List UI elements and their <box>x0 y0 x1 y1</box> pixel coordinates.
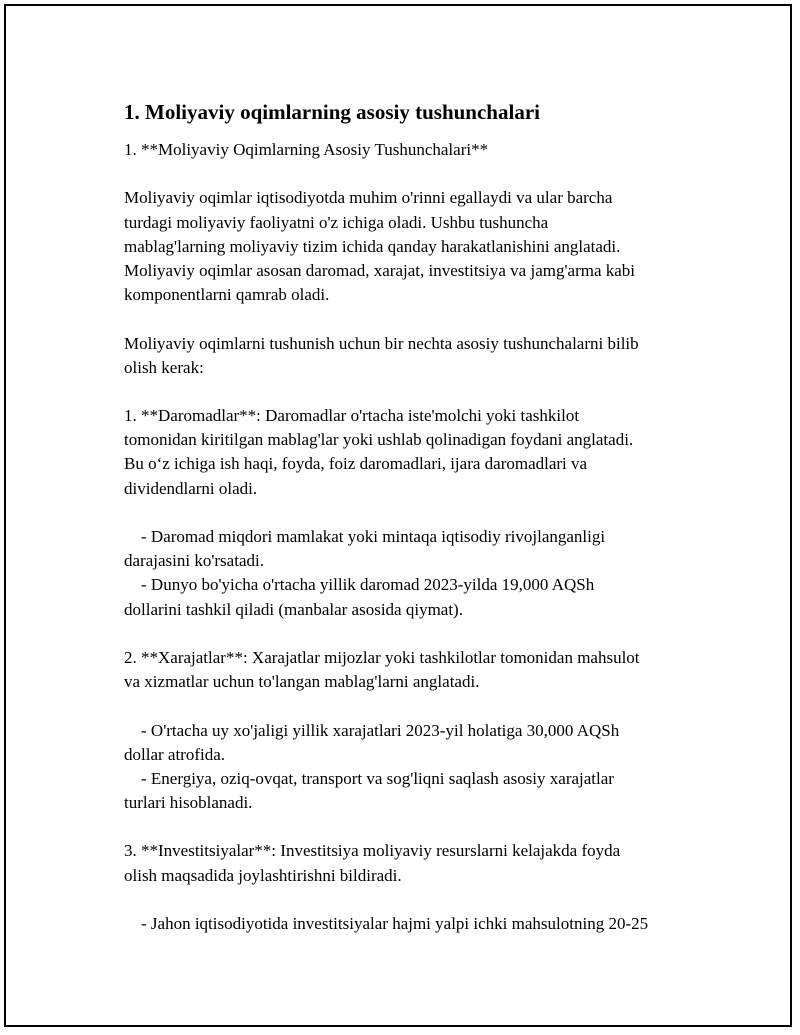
text-line: - Daromad miqdori mamlakat yoki mintaqa iqtisodiy rivojlanganligi <box>124 527 606 546</box>
text-line: dividendlarni oladi. <box>124 478 258 498</box>
text-line: Bu o‘z ichiga ish haqi, foyda, foiz daromadlari, ijara daromadlari va <box>124 454 588 474</box>
text-line: darajasini ko'rsatadi. <box>124 551 264 571</box>
text-line: Moliyaviy oqimlar asosan daromad, xarajat, investitsiya va jamg'arma kabi <box>124 260 636 280</box>
body-text <box>124 138 704 936</box>
text-line <box>124 380 704 404</box>
text-line: komponentlarni qamrab oladi. <box>124 285 330 305</box>
section-heading: 1. Moliyaviy oqimlarning asosiy tushunchalari <box>124 100 540 124</box>
text-line: dollarini tashkil qiladi (manbalar asosida qiymat). <box>124 599 463 619</box>
text-line: olish maqsadida joylashtirishni bildiradi. <box>124 865 402 885</box>
text-line: Moliyaviy oqimlarni tushunish uchun bir nechta asosiy tushunchalarni bilib <box>124 333 639 353</box>
text-line: 2. **Xarajatlar**: Xarajatlar mijozlar yoki tashkilotlar tomonidan mahsulot <box>124 647 640 667</box>
text-line: turlari hisoblanadi. <box>124 793 253 813</box>
text-line <box>124 888 704 912</box>
text-line: va xizmatlar uchun to'langan mablag'larni anglatadi. <box>124 672 480 692</box>
text-line: mablag'larning moliyaviy tizim ichida qanday harakatlanishini anglatadi. <box>124 236 621 256</box>
text-line: - Jahon iqtisodiyotida investitsiyalar hajmi yalpi ichki mahsulotning 20-25 <box>124 914 649 933</box>
text-line <box>124 307 704 331</box>
text-line <box>124 815 704 839</box>
text-line <box>124 501 704 525</box>
text-line: olish kerak: <box>124 357 204 377</box>
text-line: 1. **Daromadlar**: Daromadlar o'rtacha iste'molchi yoki tashkilot <box>124 406 580 426</box>
text-line <box>124 622 704 646</box>
document-body <box>124 98 704 936</box>
text-line: - Dunyo bo'yicha o'rtacha yillik daromad 2023-yilda 19,000 AQSh <box>124 575 595 595</box>
text-line: tomonidan kiritilgan mablag'lar yoki ushlab qolinadigan foydani anglatadi. <box>124 430 634 450</box>
text-line: 1. **Moliyaviy Oqimlarning Asosiy Tushunchalari** <box>124 140 489 159</box>
text-line: - O'rtacha uy xo'jaligi yillik xarajatlari 2023-yil holatiga 30,000 AQSh <box>124 720 620 740</box>
text-line: turdagi moliyaviy faoliyatni o'z ichiga oladi. Ushbu tushuncha <box>124 212 549 232</box>
text-line: 3. **Investitsiyalar**: Investitsiya moliyaviy resurslarni kelajakda foyda <box>124 841 621 861</box>
text-line <box>124 162 704 186</box>
text-line: Moliyaviy oqimlar iqtisodiyotda muhim o'rinni egallaydi va ular barcha <box>124 188 613 208</box>
page-frame <box>4 4 792 1027</box>
text-line: - Energiya, oziq-ovqat, transport va sog'liqni saqlash asosiy xarajatlar <box>124 768 614 788</box>
text-line: dollar atrofida. <box>124 744 226 764</box>
text-line <box>124 694 704 718</box>
